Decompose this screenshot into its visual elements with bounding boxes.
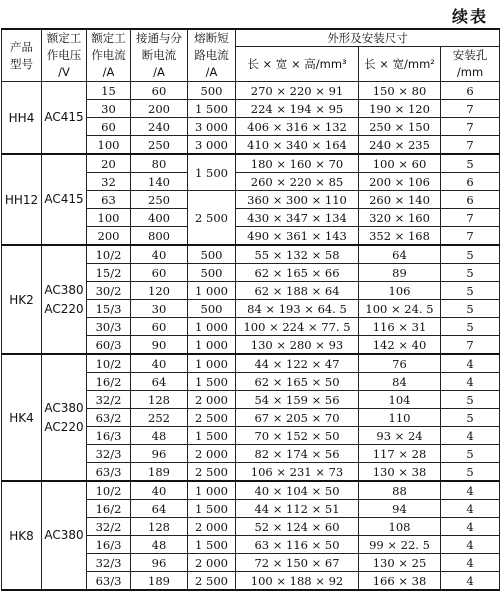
hole-cell: 4: [441, 354, 500, 373]
lwh-cell: 180 × 160 × 70: [236, 154, 359, 173]
hole-cell: 4: [441, 572, 500, 591]
rated-current-cell: 32/3: [87, 554, 131, 572]
make-break-cell: 40: [131, 354, 188, 373]
lw-cell: 260 × 140: [359, 191, 441, 209]
rated-current-cell: 20: [87, 154, 131, 173]
voltage-cell: AC415: [42, 154, 87, 245]
lwh-cell: 360 × 300 × 110: [236, 191, 359, 209]
rated-current-cell: 10/2: [87, 245, 131, 264]
header-lwh: 长 × 宽 × 高/mm³: [236, 47, 359, 82]
make-break-cell: 250: [131, 191, 188, 209]
continued-label: 续表: [451, 7, 488, 26]
hole-cell: 4: [441, 373, 500, 391]
hole-cell: 5: [441, 264, 500, 282]
fuse-current-cell: 2 500: [188, 191, 236, 246]
rated-current-cell: 15: [87, 82, 131, 100]
lw-cell: 110: [359, 409, 441, 427]
fuse-current-cell: 2 000: [188, 518, 236, 536]
rated-current-cell: 16/2: [87, 500, 131, 518]
lwh-cell: 52 × 124 × 60: [236, 518, 359, 536]
header-model: 产品 型号: [2, 29, 42, 82]
hole-cell: 4: [441, 554, 500, 572]
fuse-current-cell: 500: [188, 82, 236, 100]
lwh-cell: 84 × 193 × 64. 5: [236, 300, 359, 318]
hole-cell: 6: [441, 82, 500, 100]
lw-cell: 100 × 24. 5: [359, 300, 441, 318]
lw-cell: 352 × 168: [359, 227, 441, 246]
fuse-current-cell: 2 500: [188, 463, 236, 482]
lw-cell: 130 × 25: [359, 554, 441, 572]
fuse-current-cell: 2 000: [188, 391, 236, 409]
model-cell: HH12: [2, 154, 42, 245]
lw-cell: 104: [359, 391, 441, 409]
make-break-cell: 48: [131, 427, 188, 445]
lwh-cell: 44 × 112 × 51: [236, 500, 359, 518]
table-row: [2, 245, 500, 264]
make-break-cell: 96: [131, 445, 188, 463]
make-break-cell: 40: [131, 245, 188, 264]
spec-table: [1, 28, 500, 591]
rated-current-cell: 63/3: [87, 572, 131, 591]
hole-cell: 7: [441, 336, 500, 355]
header-fuse-current: 熔断短 路电流 /A: [188, 29, 236, 82]
rated-current-cell: 63/2: [87, 409, 131, 427]
rated-current-cell: 100: [87, 209, 131, 227]
voltage-cell: AC415: [42, 82, 87, 155]
table-row: [2, 82, 500, 100]
make-break-cell: 128: [131, 391, 188, 409]
rated-current-cell: 16/3: [87, 427, 131, 445]
lwh-cell: 106 × 231 × 73: [236, 463, 359, 482]
table-row: [2, 154, 500, 173]
make-break-cell: 64: [131, 500, 188, 518]
fuse-current-cell: 1 500: [188, 100, 236, 118]
header-rated-voltage: 额定工 作电压 /V: [42, 29, 87, 82]
rated-current-cell: 15/2: [87, 264, 131, 282]
lwh-cell: 260 × 220 × 85: [236, 173, 359, 191]
lw-cell: 142 × 40: [359, 336, 441, 355]
rated-current-cell: 63/3: [87, 463, 131, 482]
header-rated-current: 额定工 作电流 /A: [87, 29, 131, 82]
lwh-cell: 100 × 188 × 92: [236, 572, 359, 591]
lw-cell: 89: [359, 264, 441, 282]
make-break-cell: 90: [131, 336, 188, 355]
hole-cell: 4: [441, 518, 500, 536]
fuse-current-cell: 2 500: [188, 572, 236, 591]
lwh-cell: 82 × 174 × 56: [236, 445, 359, 463]
make-break-cell: 200: [131, 100, 188, 118]
voltage-cell: AC380 AC220: [42, 354, 87, 481]
lwh-cell: 130 × 280 × 93: [236, 336, 359, 355]
fuse-current-cell: 2 500: [188, 409, 236, 427]
fuse-current-cell: 1 000: [188, 282, 236, 300]
make-break-cell: 60: [131, 264, 188, 282]
hole-cell: 5: [441, 154, 500, 173]
voltage-cell: AC380: [42, 481, 87, 590]
lwh-cell: 67 × 205 × 70: [236, 409, 359, 427]
fuse-current-cell: 1 000: [188, 481, 236, 500]
rated-current-cell: 60: [87, 118, 131, 136]
rated-current-cell: 30: [87, 100, 131, 118]
header-make-break-current: 接通与分 断电流 /A: [131, 29, 188, 82]
header-hole: 安装孔 /mm: [441, 47, 500, 82]
model-cell: HK4: [2, 354, 42, 481]
hole-cell: 4: [441, 536, 500, 554]
header-dimensions: 外形及安装尺寸: [236, 29, 500, 47]
hole-cell: 5: [441, 318, 500, 336]
make-break-cell: 60: [131, 82, 188, 100]
lw-cell: 190 × 120: [359, 100, 441, 118]
fuse-current-cell: 1 500: [188, 500, 236, 518]
fuse-current-cell: 1 000: [188, 318, 236, 336]
rated-current-cell: 32: [87, 173, 131, 191]
fuse-current-cell: 1 500: [188, 536, 236, 554]
hole-cell: 7: [441, 118, 500, 136]
lw-cell: 88: [359, 481, 441, 500]
make-break-cell: 189: [131, 572, 188, 591]
make-break-cell: 60: [131, 318, 188, 336]
lwh-cell: 54 × 159 × 56: [236, 391, 359, 409]
voltage-cell: AC380 AC220: [42, 245, 87, 354]
lw-cell: 150 × 80: [359, 82, 441, 100]
lw-cell: 130 × 38: [359, 463, 441, 482]
lw-cell: 250 × 150: [359, 118, 441, 136]
hole-cell: 5: [441, 409, 500, 427]
rated-current-cell: 32/2: [87, 518, 131, 536]
lwh-cell: 72 × 150 × 67: [236, 554, 359, 572]
lwh-cell: 62 × 165 × 66: [236, 264, 359, 282]
hole-cell: 4: [441, 481, 500, 500]
fuse-current-cell: 2 000: [188, 554, 236, 572]
fuse-current-cell: 3 000: [188, 118, 236, 136]
hole-cell: 5: [441, 391, 500, 409]
rated-current-cell: 10/2: [87, 354, 131, 373]
rated-current-cell: 16/2: [87, 373, 131, 391]
lw-cell: 84: [359, 373, 441, 391]
make-break-cell: 800: [131, 227, 188, 246]
lw-cell: 200 × 106: [359, 173, 441, 191]
header-lw: 长 × 宽/mm²: [359, 47, 441, 82]
rated-current-cell: 15/3: [87, 300, 131, 318]
table-row: [2, 481, 500, 500]
lwh-cell: 430 × 347 × 134: [236, 209, 359, 227]
lw-cell: 64: [359, 245, 441, 264]
hole-cell: 5: [441, 463, 500, 482]
lwh-cell: 410 × 340 × 164: [236, 136, 359, 155]
make-break-cell: 120: [131, 282, 188, 300]
lw-cell: 320 × 160: [359, 209, 441, 227]
rated-current-cell: 60/3: [87, 336, 131, 355]
lw-cell: 240 × 235: [359, 136, 441, 155]
model-cell: HK2: [2, 245, 42, 354]
make-break-cell: 240: [131, 118, 188, 136]
make-break-cell: 96: [131, 554, 188, 572]
make-break-cell: 30: [131, 300, 188, 318]
lw-cell: 94: [359, 500, 441, 518]
fuse-current-cell: 500: [188, 245, 236, 264]
hole-cell: 6: [441, 173, 500, 191]
model-cell: HK8: [2, 481, 42, 590]
make-break-cell: 400: [131, 209, 188, 227]
hole-cell: 5: [441, 445, 500, 463]
hole-cell: 4: [441, 500, 500, 518]
lwh-cell: 55 × 132 × 58: [236, 245, 359, 264]
model-cell: HH4: [2, 82, 42, 155]
lw-cell: 166 × 38: [359, 572, 441, 591]
lw-cell: 117 × 28: [359, 445, 441, 463]
fuse-current-cell: 500: [188, 300, 236, 318]
lw-cell: 76: [359, 354, 441, 373]
fuse-current-cell: 500: [188, 264, 236, 282]
make-break-cell: 250: [131, 136, 188, 155]
make-break-cell: 140: [131, 173, 188, 191]
lwh-cell: 270 × 220 × 91: [236, 82, 359, 100]
rated-current-cell: 16/3: [87, 536, 131, 554]
fuse-current-cell: 1 500: [188, 154, 236, 191]
lw-cell: 106: [359, 282, 441, 300]
hole-cell: 5: [441, 282, 500, 300]
rated-current-cell: 10/2: [87, 481, 131, 500]
rated-current-cell: 200: [87, 227, 131, 246]
lwh-cell: 224 × 194 × 95: [236, 100, 359, 118]
lwh-cell: 63 × 116 × 50: [236, 536, 359, 554]
rated-current-cell: 100: [87, 136, 131, 155]
fuse-current-cell: 1 500: [188, 427, 236, 445]
lw-cell: 100 × 60: [359, 154, 441, 173]
lw-cell: 116 × 31: [359, 318, 441, 336]
make-break-cell: 80: [131, 154, 188, 173]
hole-cell: 4: [441, 427, 500, 445]
rated-current-cell: 32/2: [87, 391, 131, 409]
hole-cell: 6: [441, 191, 500, 209]
make-break-cell: 128: [131, 518, 188, 536]
make-break-cell: 252: [131, 409, 188, 427]
lwh-cell: 44 × 122 × 47: [236, 354, 359, 373]
lwh-cell: 70 × 152 × 50: [236, 427, 359, 445]
lwh-cell: 100 × 224 × 77. 5: [236, 318, 359, 336]
rated-current-cell: 30/3: [87, 318, 131, 336]
lwh-cell: 490 × 361 × 143: [236, 227, 359, 246]
hole-cell: 5: [441, 245, 500, 264]
lwh-cell: 406 × 316 × 132: [236, 118, 359, 136]
hole-cell: 7: [441, 100, 500, 118]
hole-cell: 7: [441, 209, 500, 227]
hole-cell: 5: [441, 300, 500, 318]
fuse-current-cell: 3 000: [188, 136, 236, 155]
fuse-current-cell: 2 000: [188, 445, 236, 463]
make-break-cell: 40: [131, 481, 188, 500]
rated-current-cell: 63: [87, 191, 131, 209]
rated-current-cell: 30/2: [87, 282, 131, 300]
rated-current-cell: 32/3: [87, 445, 131, 463]
lwh-cell: 62 × 188 × 64: [236, 282, 359, 300]
fuse-current-cell: 1 500: [188, 373, 236, 391]
table-row: [2, 354, 500, 373]
lwh-cell: 40 × 104 × 50: [236, 481, 359, 500]
hole-cell: 7: [441, 136, 500, 155]
make-break-cell: 48: [131, 536, 188, 554]
lw-cell: 108: [359, 518, 441, 536]
lw-cell: 93 × 24: [359, 427, 441, 445]
fuse-current-cell: 1 000: [188, 336, 236, 355]
make-break-cell: 64: [131, 373, 188, 391]
lwh-cell: 62 × 165 × 50: [236, 373, 359, 391]
fuse-current-cell: 1 000: [188, 354, 236, 373]
lw-cell: 99 × 22. 5: [359, 536, 441, 554]
table-body: [2, 82, 500, 591]
make-break-cell: 189: [131, 463, 188, 482]
hole-cell: 7: [441, 227, 500, 246]
